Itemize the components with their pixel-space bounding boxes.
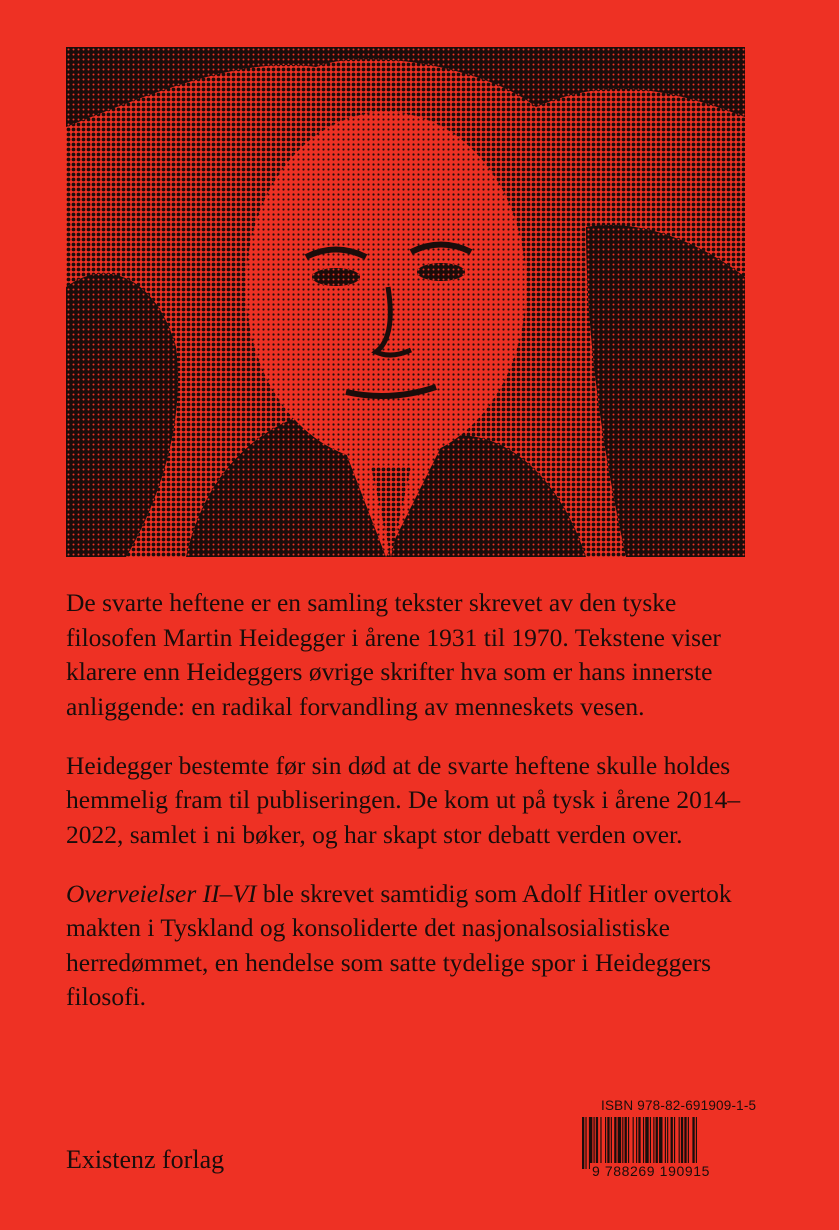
barcode-bar [582, 1117, 584, 1169]
barcode-bar [611, 1117, 612, 1169]
blurb-paragraph-2: Heidegger bestemte før sin død at de svarte heftene skulle holdes hemmelig fram til publiseringen. De kom ut på tysk i årene 2014–2022, samlet i ni bøker, og har skapt stor debatt verden over. [66, 750, 741, 849]
barcode-bar [600, 1117, 601, 1169]
barcode-bar [628, 1117, 629, 1169]
barcode-bar [594, 1117, 595, 1169]
barcode-bar [665, 1117, 666, 1169]
barcode-bar [605, 1117, 606, 1169]
barcode-bar [696, 1117, 697, 1169]
blurb-text [66, 586, 766, 1039]
publisher-name: Existenz forlag [66, 1145, 225, 1174]
author-photo [66, 47, 745, 557]
barcode-bar [607, 1117, 609, 1169]
barcode-bar [671, 1117, 673, 1169]
book-title: Overveielser II–VI [66, 878, 257, 908]
blurb-paragraph-3 [66, 877, 766, 1015]
barcode-bar [679, 1117, 680, 1169]
barcode-bar [674, 1117, 675, 1169]
barcode-bar [636, 1117, 637, 1169]
barcode-bar [589, 1117, 592, 1169]
barcode-bar [653, 1117, 654, 1169]
blurb-paragraph-3-rest: ble skrevet samtidig som Adolf Hitler overtok makten i Tyskland og konsoliderte det nasjonalsosialistiske herredømmet, en hendelse som satte tydelige spor i Heideggers filosofi. [66, 878, 732, 1011]
barcode-bar [684, 1117, 686, 1169]
barcode-bar [614, 1117, 616, 1169]
barcode-bar [692, 1117, 694, 1169]
isbn-label: ISBN 978-82-691909-1-5 [601, 1098, 757, 1113]
barcode-bar [618, 1117, 621, 1169]
barcode-bar [643, 1117, 644, 1169]
barcode-digits: 9 788269 190915 [590, 1163, 744, 1179]
barcode-bar [688, 1117, 689, 1169]
barcode-bar [633, 1117, 634, 1169]
barcode-bar [659, 1117, 662, 1169]
barcode-bar [656, 1117, 658, 1169]
barcode-bar [645, 1117, 648, 1169]
blurb-paragraph-1: De svarte heftene er en samling tekster skrevet av den tyske filosofen Martin Heidegger i årene 1931 til 1970. Tekstene viser klarere enn Heideggers øvrige skrifter hva som er hans innerste anliggende: en radikal forvandling av menneskets vesen. [66, 588, 721, 721]
barcode-bar [622, 1117, 623, 1169]
barcode-bar [650, 1117, 651, 1169]
barcode-bar [681, 1117, 683, 1169]
barcode-bar [596, 1117, 598, 1169]
barcode-bar [667, 1117, 668, 1169]
barcode-bar [585, 1117, 586, 1169]
barcode-bar [625, 1117, 627, 1169]
barcode-bar [638, 1117, 640, 1169]
